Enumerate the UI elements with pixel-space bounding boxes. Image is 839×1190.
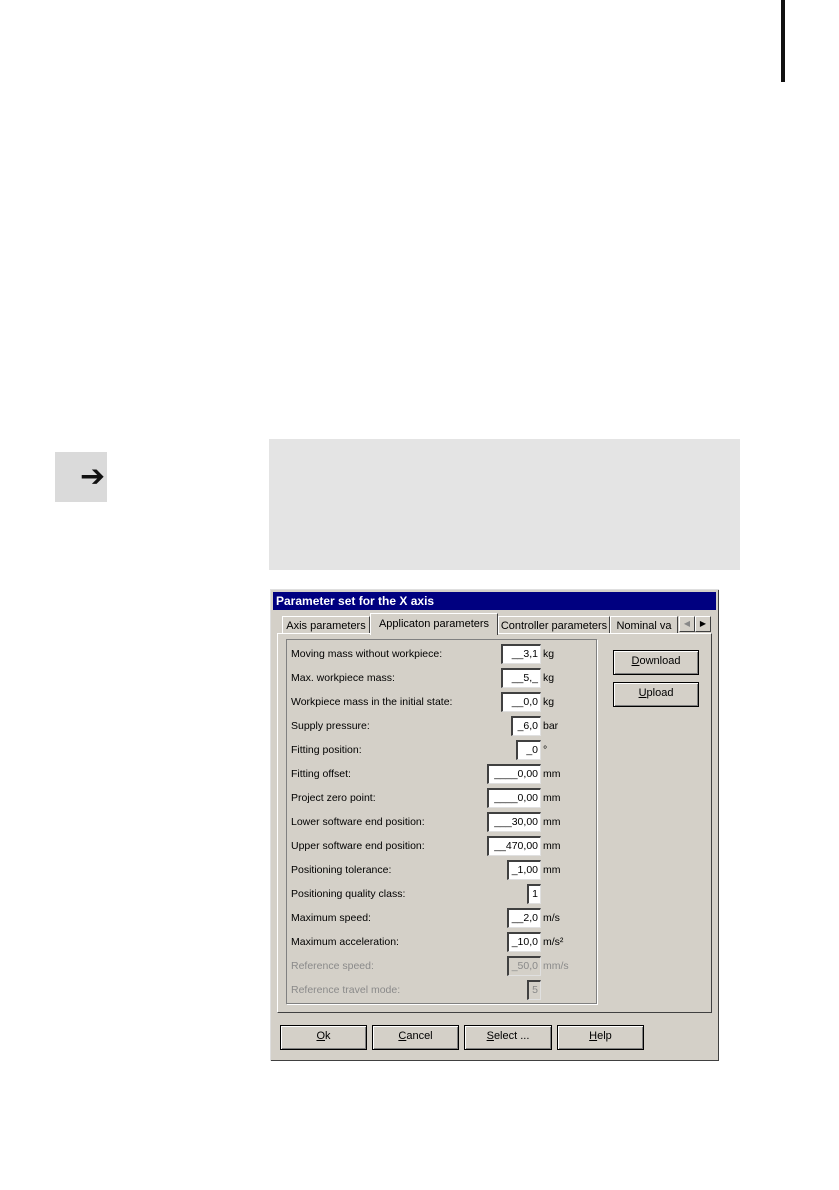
select-button[interactable]: Select ... — [464, 1025, 552, 1050]
tab-scroll-left-icon[interactable]: ◀ — [679, 616, 695, 632]
ok-button[interactable]: Ok — [280, 1025, 367, 1050]
param-value-input[interactable]: _10,0 — [507, 932, 541, 952]
param-label: Fitting position: — [291, 744, 362, 756]
param-value-input[interactable]: __3,1 — [501, 644, 541, 664]
param-label: Max. workpiece mass: — [291, 672, 395, 684]
param-value-input[interactable]: __470,00 — [487, 836, 541, 856]
download-button[interactable]: Download — [613, 650, 699, 675]
param-value-input[interactable]: _6,0 — [511, 716, 541, 736]
param-unit: kg — [543, 648, 555, 660]
param-label: Moving mass without workpiece: — [291, 648, 443, 660]
param-value-input[interactable]: _0 — [516, 740, 541, 760]
param-unit: mm/s — [543, 960, 569, 972]
param-unit: mm — [543, 840, 561, 852]
param-unit: mm — [543, 792, 561, 804]
param-value-input[interactable]: _1,00 — [507, 860, 541, 880]
param-value-input[interactable]: ____0,00 — [487, 788, 541, 808]
param-label: Maximum speed: — [291, 912, 371, 924]
cancel-button[interactable]: Cancel — [372, 1025, 459, 1050]
param-unit: kg — [543, 672, 555, 684]
upload-button[interactable]: Upload — [613, 682, 699, 707]
note-box — [269, 439, 740, 570]
param-unit: m/s — [543, 912, 560, 924]
param-label: Reference travel mode: — [291, 984, 401, 996]
arrow-right-icon: ➔ — [80, 459, 106, 494]
tab-application-parameters[interactable]: Applicaton parameters — [370, 613, 498, 635]
param-value-input[interactable]: __5,_ — [501, 668, 541, 688]
param-unit: ° — [543, 744, 548, 756]
param-label: Supply pressure: — [291, 720, 370, 732]
param-value-input[interactable]: ___30,00 — [487, 812, 541, 832]
param-label: Maximum acceleration: — [291, 936, 399, 948]
param-label: Workpiece mass in the initial state: — [291, 696, 453, 708]
param-unit: mm — [543, 768, 561, 780]
tab-panel — [277, 633, 712, 1013]
param-unit: mm — [543, 864, 561, 876]
param-label: Positioning quality class: — [291, 888, 406, 900]
param-value-input[interactable]: __2,0 — [507, 908, 541, 928]
tab-nominal-values[interactable]: Nominal va — [610, 616, 678, 634]
param-label: Upper software end position: — [291, 840, 425, 852]
tab-controller-parameters[interactable]: Controller parameters — [498, 616, 610, 634]
tab-scroll-right-icon[interactable]: ▶ — [695, 616, 711, 632]
parameter-dialog — [270, 589, 719, 1061]
param-label: Fitting offset: — [291, 768, 351, 780]
page-edge-marker — [781, 0, 785, 82]
param-value-input[interactable]: __0,0 — [501, 692, 541, 712]
tab-axis-parameters[interactable]: Axis parameters — [282, 616, 370, 634]
param-unit: mm — [543, 816, 561, 828]
param-unit: m/s² — [543, 936, 564, 948]
param-label: Reference speed: — [291, 960, 374, 972]
param-value-input: 5 — [527, 980, 541, 1000]
param-label: Positioning tolerance: — [291, 864, 392, 876]
param-label: Project zero point: — [291, 792, 376, 804]
param-value-input: _50,0 — [507, 956, 541, 976]
param-label: Lower software end position: — [291, 816, 425, 828]
dialog-title: Parameter set for the X axis — [273, 592, 716, 610]
param-value-input[interactable]: 1 — [527, 884, 541, 904]
help-button[interactable]: Help — [557, 1025, 644, 1050]
param-unit: bar — [543, 720, 559, 732]
param-unit: kg — [543, 696, 555, 708]
param-value-input[interactable]: ____0,00 — [487, 764, 541, 784]
